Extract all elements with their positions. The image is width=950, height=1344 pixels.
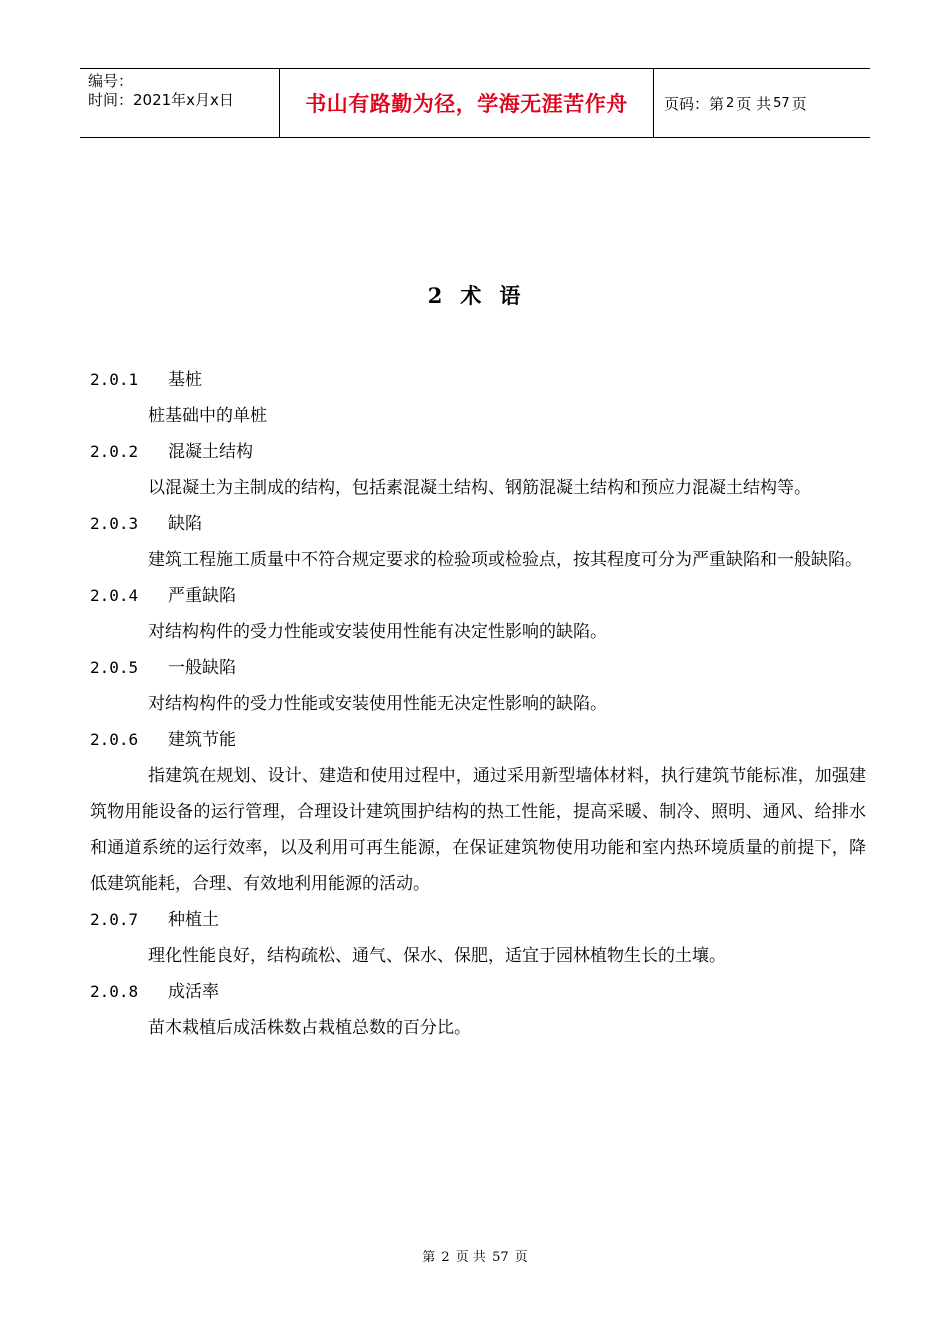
term-name: 基桩 xyxy=(168,370,202,390)
term-definition: 对结构构件的受力性能或安装使用性能有决定性影响的缺陷。 xyxy=(148,622,607,642)
page-footer xyxy=(0,1246,950,1265)
term-name: 成活率 xyxy=(168,982,219,1002)
term-definition: 理化性能良好，结构疏松、通气、保水、保肥，适宜于园林植物生长的土壤。 xyxy=(148,946,726,966)
term-definition: 以混凝土为主制成的结构，包括素混凝土结构、钢筋混凝土结构和预应力混凝土结构等。 xyxy=(148,478,811,498)
header-meta xyxy=(80,69,280,137)
footer-page-total: 57 xyxy=(492,1250,509,1265)
header-page-suffix: 页 xyxy=(791,94,807,113)
term-definition: 苗木栽植后成活株数占栽植总数的百分比。 xyxy=(148,1018,471,1038)
term-number: 2.0.6 xyxy=(90,730,139,749)
term-heading xyxy=(90,506,866,542)
term-heading xyxy=(90,650,866,686)
terms-list xyxy=(90,362,866,1046)
term-heading xyxy=(90,902,866,938)
term-number: 2.0.7 xyxy=(90,910,139,929)
serial-label: 编号： xyxy=(88,72,134,90)
term-heading xyxy=(90,434,866,470)
header-motto: 书山有路勤为径，学海无涯苦作舟 xyxy=(280,69,654,137)
header-page-total: 57 xyxy=(773,95,790,111)
term-definition: 指建筑在规划、设计、建造和使用过程中，通过采用新型墙体材料，执行建筑节能标准，加强建筑物用能设备的运行管理，合理设计建筑围护结构的热工性能，提高采暖、制冷、照明、通风、给排水和通道系统的运行效率，以及利用可再生能源，在保证建筑物使用功能和室内热环境质量的前提下，降低建筑能耗，合理、有效地利用能源的活动。 xyxy=(90,766,866,894)
term-number: 2.0.3 xyxy=(90,514,139,533)
chapter-title-b: 语 xyxy=(499,283,523,308)
term-name: 一般缺陷 xyxy=(168,658,236,678)
header-page-number: 2 xyxy=(726,95,735,111)
term-number: 2.0.8 xyxy=(90,982,139,1001)
term-name: 混凝土结构 xyxy=(168,442,253,462)
term-name: 种植土 xyxy=(168,910,219,930)
term-number: 2.0.4 xyxy=(90,586,139,605)
chapter-title xyxy=(0,280,950,310)
term-number: 2.0.5 xyxy=(90,658,139,677)
term-definition: 建筑工程施工质量中不符合规定要求的检验项或检验点，按其程度可分为严重缺陷和一般缺陷。 xyxy=(148,550,862,570)
term-name: 缺陷 xyxy=(168,514,202,534)
term-definition: 桩基础中的单桩 xyxy=(148,406,267,426)
footer-page-number: 2 xyxy=(441,1250,450,1265)
term-number: 2.0.2 xyxy=(90,442,139,461)
term-number: 2.0.1 xyxy=(90,370,139,389)
footer-suffix: 页 xyxy=(514,1250,528,1265)
term-name: 严重缺陷 xyxy=(168,586,236,606)
header-page-prefix: 页码：第 xyxy=(664,94,725,113)
footer-mid: 页 共 xyxy=(455,1250,486,1265)
chapter-number: 2 xyxy=(427,283,445,308)
term-heading xyxy=(90,974,866,1010)
document-header xyxy=(80,68,870,138)
footer-prefix: 第 xyxy=(422,1250,436,1265)
header-page-mid: 页 共 xyxy=(736,94,772,113)
term-heading xyxy=(90,578,866,614)
term-heading xyxy=(90,722,866,758)
chapter-title-a: 术 xyxy=(460,283,484,308)
term-heading xyxy=(90,362,866,398)
term-name: 建筑节能 xyxy=(168,730,236,750)
time-label: 时间：2021年x月x日 xyxy=(88,91,234,109)
term-definition: 对结构构件的受力性能或安装使用性能无决定性影响的缺陷。 xyxy=(148,694,607,714)
header-page-info xyxy=(654,69,870,137)
